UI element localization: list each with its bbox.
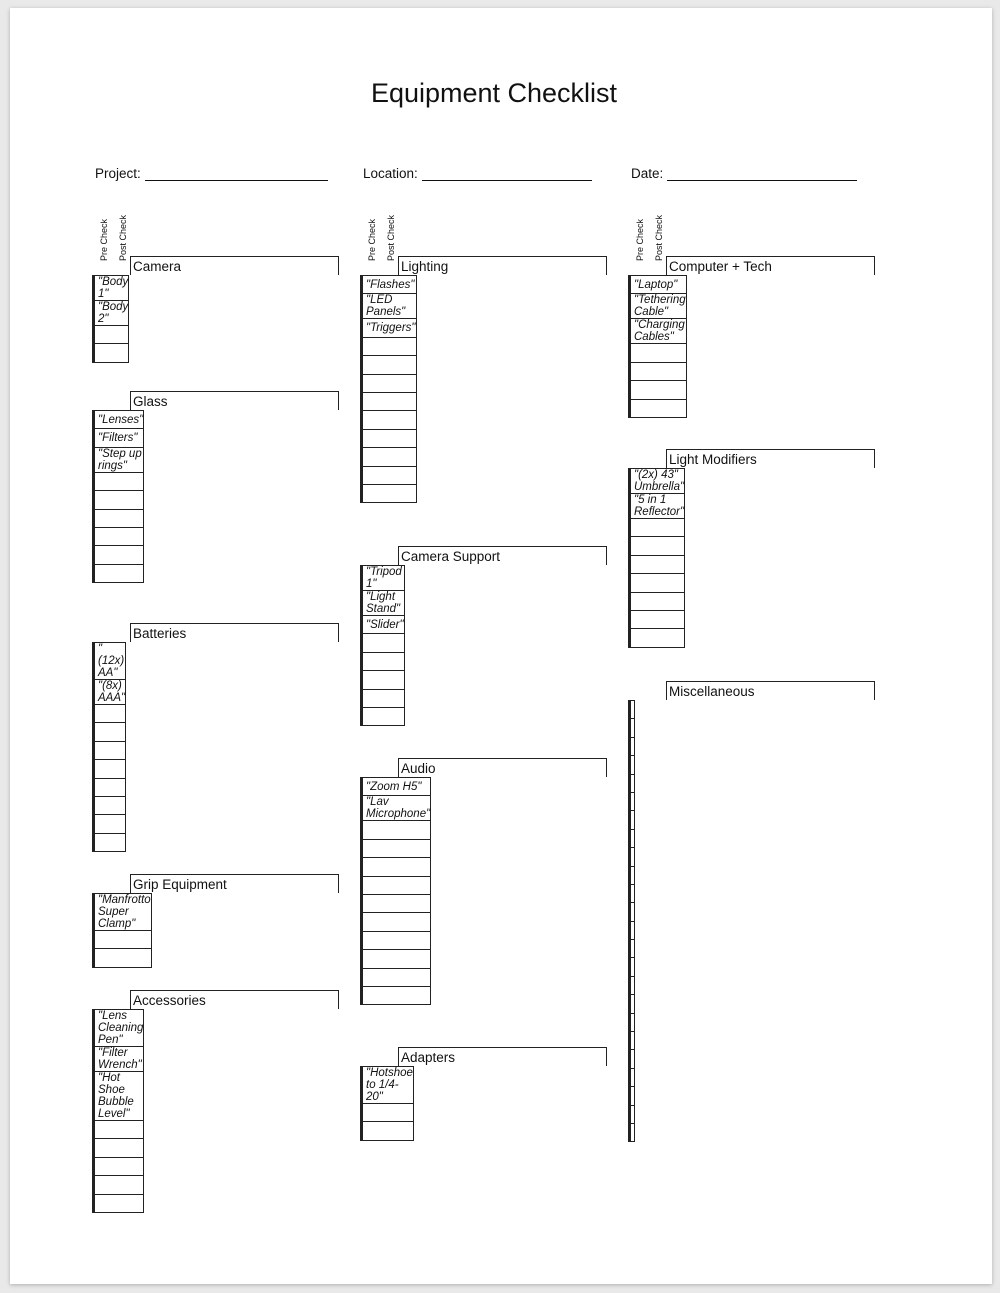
item-cell[interactable] — [95, 833, 126, 851]
item-cell[interactable] — [363, 392, 417, 410]
date-input-line[interactable] — [667, 166, 857, 181]
table-row — [93, 509, 144, 527]
item-cell[interactable] — [363, 876, 431, 894]
table-row — [361, 319, 417, 337]
section-title: Audio — [398, 758, 607, 777]
item-cell[interactable] — [631, 719, 635, 737]
item-cell[interactable]: "Charging Cables" — [631, 319, 687, 344]
table-row — [361, 913, 431, 931]
item-cell[interactable]: "Step up rings" — [95, 447, 144, 472]
table-row — [361, 591, 405, 616]
table-row — [629, 884, 635, 902]
item-cell[interactable]: "(8x) AAA" — [95, 680, 126, 705]
item-cell[interactable]: "(12x) AA" — [95, 643, 126, 680]
item-cell[interactable] — [363, 671, 405, 689]
section-rows — [92, 1009, 144, 1213]
item-cell[interactable]: "Light Stand" — [363, 591, 405, 616]
item-cell[interactable] — [95, 546, 144, 564]
item-cell[interactable] — [95, 1157, 144, 1175]
item-cell[interactable] — [631, 848, 635, 866]
section-title: Camera Support — [398, 546, 607, 565]
post-check-header: Post Check — [654, 214, 664, 261]
item-cell[interactable]: "Lens Cleaning Pen" — [95, 1010, 144, 1047]
item-cell[interactable] — [631, 1032, 635, 1050]
table-row — [629, 1050, 635, 1068]
pre-check-header: Pre Check — [635, 218, 645, 261]
item-cell[interactable]: "Hotshoe to 1/4-20" — [363, 1067, 414, 1104]
table-row — [361, 689, 405, 707]
item-cell[interactable] — [631, 756, 635, 774]
table-row — [629, 344, 687, 362]
table-row — [93, 564, 144, 582]
table-row — [93, 1157, 144, 1175]
location-input-line[interactable] — [422, 166, 592, 181]
item-cell[interactable] — [631, 592, 685, 610]
table-row — [361, 1067, 414, 1104]
pre-check-header: Pre Check — [99, 218, 109, 261]
table-row — [629, 940, 635, 958]
section-title: Computer + Tech — [666, 256, 875, 275]
table-row — [93, 546, 144, 564]
item-cell[interactable]: "Tethering Cable" — [631, 294, 687, 319]
section-title: Camera — [130, 256, 339, 275]
project-field[interactable] — [95, 166, 328, 181]
item-cell[interactable] — [95, 1139, 144, 1157]
table-row — [93, 527, 144, 545]
item-cell[interactable]: "LED Panels" — [363, 294, 417, 319]
item-cell[interactable] — [631, 610, 685, 628]
date-field[interactable] — [631, 166, 857, 181]
item-cell[interactable] — [631, 811, 635, 829]
item-cell[interactable] — [631, 1105, 635, 1123]
item-cell[interactable] — [631, 737, 635, 755]
table-row — [629, 848, 635, 866]
item-cell[interactable] — [363, 913, 431, 931]
table-row — [93, 1176, 144, 1194]
table-row — [93, 472, 144, 490]
section-rows — [360, 777, 431, 1005]
item-cell[interactable]: "Body 2" — [95, 301, 129, 326]
project-label: Project: — [95, 166, 141, 181]
item-cell[interactable] — [95, 796, 126, 814]
item-cell[interactable] — [363, 689, 405, 707]
table-row — [629, 958, 635, 976]
table-row — [93, 1121, 144, 1139]
item-cell[interactable] — [95, 344, 129, 362]
table-row — [93, 815, 126, 833]
item-cell[interactable] — [95, 509, 144, 527]
table-row — [361, 821, 431, 839]
pre-check-header: Pre Check — [367, 218, 377, 261]
item-cell[interactable] — [95, 723, 126, 741]
table-row — [93, 276, 129, 301]
table-row — [93, 931, 152, 949]
item-cell[interactable] — [363, 411, 417, 429]
item-cell[interactable] — [631, 701, 635, 719]
table-row — [629, 829, 635, 847]
item-cell[interactable] — [631, 1013, 635, 1031]
table-row — [361, 858, 431, 876]
item-cell[interactable] — [631, 1087, 635, 1105]
table-row — [629, 469, 685, 494]
table-row — [361, 876, 431, 894]
item-cell[interactable]: "Body 1" — [95, 276, 129, 301]
item-cell[interactable] — [95, 1121, 144, 1139]
item-cell[interactable] — [363, 356, 417, 374]
item-cell[interactable] — [95, 1194, 144, 1212]
table-row — [629, 1123, 635, 1141]
item-cell[interactable] — [631, 774, 635, 792]
table-row — [361, 950, 431, 968]
table-row — [629, 610, 685, 628]
item-cell[interactable] — [631, 555, 685, 573]
item-cell[interactable] — [631, 940, 635, 958]
location-field[interactable] — [363, 166, 592, 181]
table-row — [629, 976, 635, 994]
table-row — [629, 519, 685, 537]
page-title: Equipment Checklist — [370, 78, 618, 108]
table-row — [93, 344, 129, 362]
table-row — [361, 484, 417, 502]
table-row — [361, 634, 405, 652]
column-headers-left — [94, 213, 134, 265]
table-row — [93, 894, 152, 931]
item-cell[interactable]: "5 in 1 Reflector" — [631, 494, 685, 519]
section-rows — [628, 275, 687, 418]
table-row — [93, 723, 126, 741]
table-row — [629, 276, 687, 294]
item-cell[interactable] — [363, 931, 431, 949]
section-rows — [360, 565, 405, 726]
table-row — [629, 995, 635, 1013]
item-cell[interactable] — [631, 958, 635, 976]
table-row — [361, 1104, 414, 1122]
table-row — [629, 1013, 635, 1031]
table-row — [629, 319, 687, 344]
item-cell[interactable]: "Hot Shoe Bubble Level" — [95, 1072, 144, 1121]
table-row — [361, 839, 431, 857]
item-cell[interactable]: "Filters" — [95, 429, 144, 447]
checklist-sheet — [10, 8, 992, 1284]
table-row — [93, 301, 129, 326]
item-cell[interactable] — [363, 374, 417, 392]
item-cell[interactable] — [631, 399, 687, 417]
table-row — [361, 374, 417, 392]
table-row — [361, 276, 417, 294]
table-row — [361, 429, 417, 447]
table-row — [629, 629, 685, 647]
item-cell[interactable]: "Flashes" — [363, 276, 417, 294]
item-cell[interactable] — [363, 429, 417, 447]
item-cell[interactable] — [363, 986, 431, 1004]
table-row — [629, 1087, 635, 1105]
item-cell[interactable]: "(2x) 43" Umbrella" — [631, 469, 685, 494]
item-cell[interactable] — [631, 976, 635, 994]
table-row — [93, 447, 144, 472]
item-cell[interactable] — [363, 1104, 414, 1122]
table-row — [629, 537, 685, 555]
section-title: Grip Equipment — [130, 874, 339, 893]
table-row — [629, 792, 635, 810]
item-cell[interactable]: "Laptop" — [631, 276, 687, 294]
item-cell[interactable] — [363, 950, 431, 968]
item-cell[interactable] — [95, 760, 126, 778]
table-row — [629, 903, 635, 921]
table-row — [361, 392, 417, 410]
item-cell[interactable] — [631, 866, 635, 884]
table-row — [93, 796, 126, 814]
table-row — [629, 774, 635, 792]
item-cell[interactable] — [631, 921, 635, 939]
item-cell[interactable] — [95, 564, 144, 582]
column-headers-right — [630, 213, 670, 265]
item-cell[interactable] — [363, 858, 431, 876]
table-row — [93, 1139, 144, 1157]
item-cell[interactable] — [95, 527, 144, 545]
table-row — [629, 381, 687, 399]
table-row — [629, 701, 635, 719]
table-row — [629, 399, 687, 417]
item-cell[interactable] — [631, 903, 635, 921]
table-row — [361, 411, 417, 429]
section-rows — [628, 700, 635, 1142]
table-row — [629, 1105, 635, 1123]
section-title: Light Modifiers — [666, 449, 875, 468]
table-row — [361, 931, 431, 949]
project-input-line[interactable] — [145, 166, 328, 181]
table-row — [361, 337, 417, 355]
table-row — [93, 429, 144, 447]
table-row — [361, 671, 405, 689]
section-title: Miscellaneous — [666, 681, 875, 700]
section-title: Batteries — [130, 623, 339, 642]
table-row — [361, 894, 431, 912]
item-cell[interactable] — [631, 362, 687, 380]
table-row — [361, 566, 405, 591]
item-cell[interactable] — [95, 949, 152, 967]
section-rows — [92, 410, 144, 583]
section-title: Adapters — [398, 1047, 607, 1066]
post-check-header: Post Check — [386, 214, 396, 261]
item-cell[interactable] — [631, 519, 685, 537]
table-row — [93, 643, 126, 680]
item-cell[interactable] — [95, 1176, 144, 1194]
table-row — [629, 362, 687, 380]
table-row — [361, 356, 417, 374]
item-cell[interactable] — [631, 381, 687, 399]
item-cell[interactable] — [363, 1122, 414, 1140]
table-row — [629, 866, 635, 884]
item-cell[interactable] — [363, 466, 417, 484]
item-cell[interactable]: "Lav Microphone" — [363, 796, 431, 821]
item-cell[interactable] — [95, 815, 126, 833]
item-cell[interactable] — [631, 792, 635, 810]
item-cell[interactable] — [95, 705, 126, 723]
item-cell[interactable] — [95, 326, 129, 344]
location-label: Location: — [363, 166, 418, 181]
item-cell[interactable]: "Slider" — [363, 616, 405, 634]
item-cell[interactable] — [631, 884, 635, 902]
item-cell[interactable] — [363, 634, 405, 652]
table-row — [629, 574, 685, 592]
table-row — [361, 778, 431, 796]
item-cell[interactable] — [95, 931, 152, 949]
item-cell[interactable] — [631, 829, 635, 847]
table-row — [629, 592, 685, 610]
table-row — [629, 1032, 635, 1050]
table-row — [93, 1194, 144, 1212]
table-row — [361, 294, 417, 319]
section-rows — [360, 275, 417, 503]
table-row — [361, 448, 417, 466]
table-row — [93, 760, 126, 778]
item-cell[interactable] — [95, 472, 144, 490]
item-cell[interactable] — [631, 537, 685, 555]
item-cell[interactable] — [363, 707, 405, 725]
item-cell[interactable] — [631, 344, 687, 362]
section-rows — [628, 468, 685, 648]
item-cell[interactable] — [363, 839, 431, 857]
table-row — [93, 491, 144, 509]
item-cell[interactable] — [363, 821, 431, 839]
table-row — [361, 616, 405, 634]
item-cell[interactable] — [631, 629, 685, 647]
table-row — [361, 796, 431, 821]
table-row — [361, 652, 405, 670]
table-row — [629, 756, 635, 774]
section-title: Accessories — [130, 990, 339, 1009]
table-row — [629, 494, 685, 519]
section-rows — [92, 893, 152, 968]
item-cell[interactable] — [363, 484, 417, 502]
table-row — [93, 1072, 144, 1121]
table-row — [629, 719, 635, 737]
item-cell[interactable]: "Lenses" — [95, 411, 144, 429]
item-cell[interactable] — [95, 741, 126, 759]
item-cell[interactable] — [631, 1123, 635, 1141]
table-row — [93, 705, 126, 723]
item-cell[interactable] — [363, 448, 417, 466]
column-headers-middle — [362, 213, 402, 265]
table-row — [361, 968, 431, 986]
table-row — [93, 833, 126, 851]
table-row — [93, 326, 129, 344]
table-row — [629, 1068, 635, 1086]
table-row — [629, 811, 635, 829]
table-row — [93, 778, 126, 796]
table-row — [629, 921, 635, 939]
table-row — [93, 411, 144, 429]
item-cell[interactable]: "Manfrotto Super Clamp" — [95, 894, 152, 931]
item-cell[interactable]: "Zoom H5" — [363, 778, 431, 796]
item-cell[interactable]: "Triggers" — [363, 319, 417, 337]
section-rows — [92, 275, 129, 363]
section-rows — [360, 1066, 414, 1141]
item-cell[interactable] — [363, 968, 431, 986]
table-row — [361, 707, 405, 725]
section-title: Lighting — [398, 256, 607, 275]
item-cell[interactable]: "Filter Wrench" — [95, 1047, 144, 1072]
item-cell[interactable] — [95, 778, 126, 796]
table-row — [629, 555, 685, 573]
item-cell[interactable]: "Tripod 1" — [363, 566, 405, 591]
table-row — [361, 1122, 414, 1140]
item-cell[interactable] — [95, 491, 144, 509]
table-row — [93, 1010, 144, 1047]
table-row — [629, 737, 635, 755]
post-check-header: Post Check — [118, 214, 128, 261]
item-cell[interactable] — [363, 894, 431, 912]
table-row — [93, 680, 126, 705]
item-cell[interactable] — [363, 337, 417, 355]
table-row — [361, 466, 417, 484]
item-cell[interactable] — [631, 574, 685, 592]
item-cell[interactable] — [631, 995, 635, 1013]
table-row — [93, 741, 126, 759]
section-rows — [92, 642, 126, 852]
table-row — [93, 1047, 144, 1072]
item-cell[interactable] — [631, 1068, 635, 1086]
table-row — [629, 294, 687, 319]
table-row — [93, 949, 152, 967]
section-title: Glass — [130, 391, 339, 410]
table-row — [361, 986, 431, 1004]
item-cell[interactable] — [631, 1050, 635, 1068]
item-cell[interactable] — [363, 652, 405, 670]
date-label: Date: — [631, 166, 664, 181]
